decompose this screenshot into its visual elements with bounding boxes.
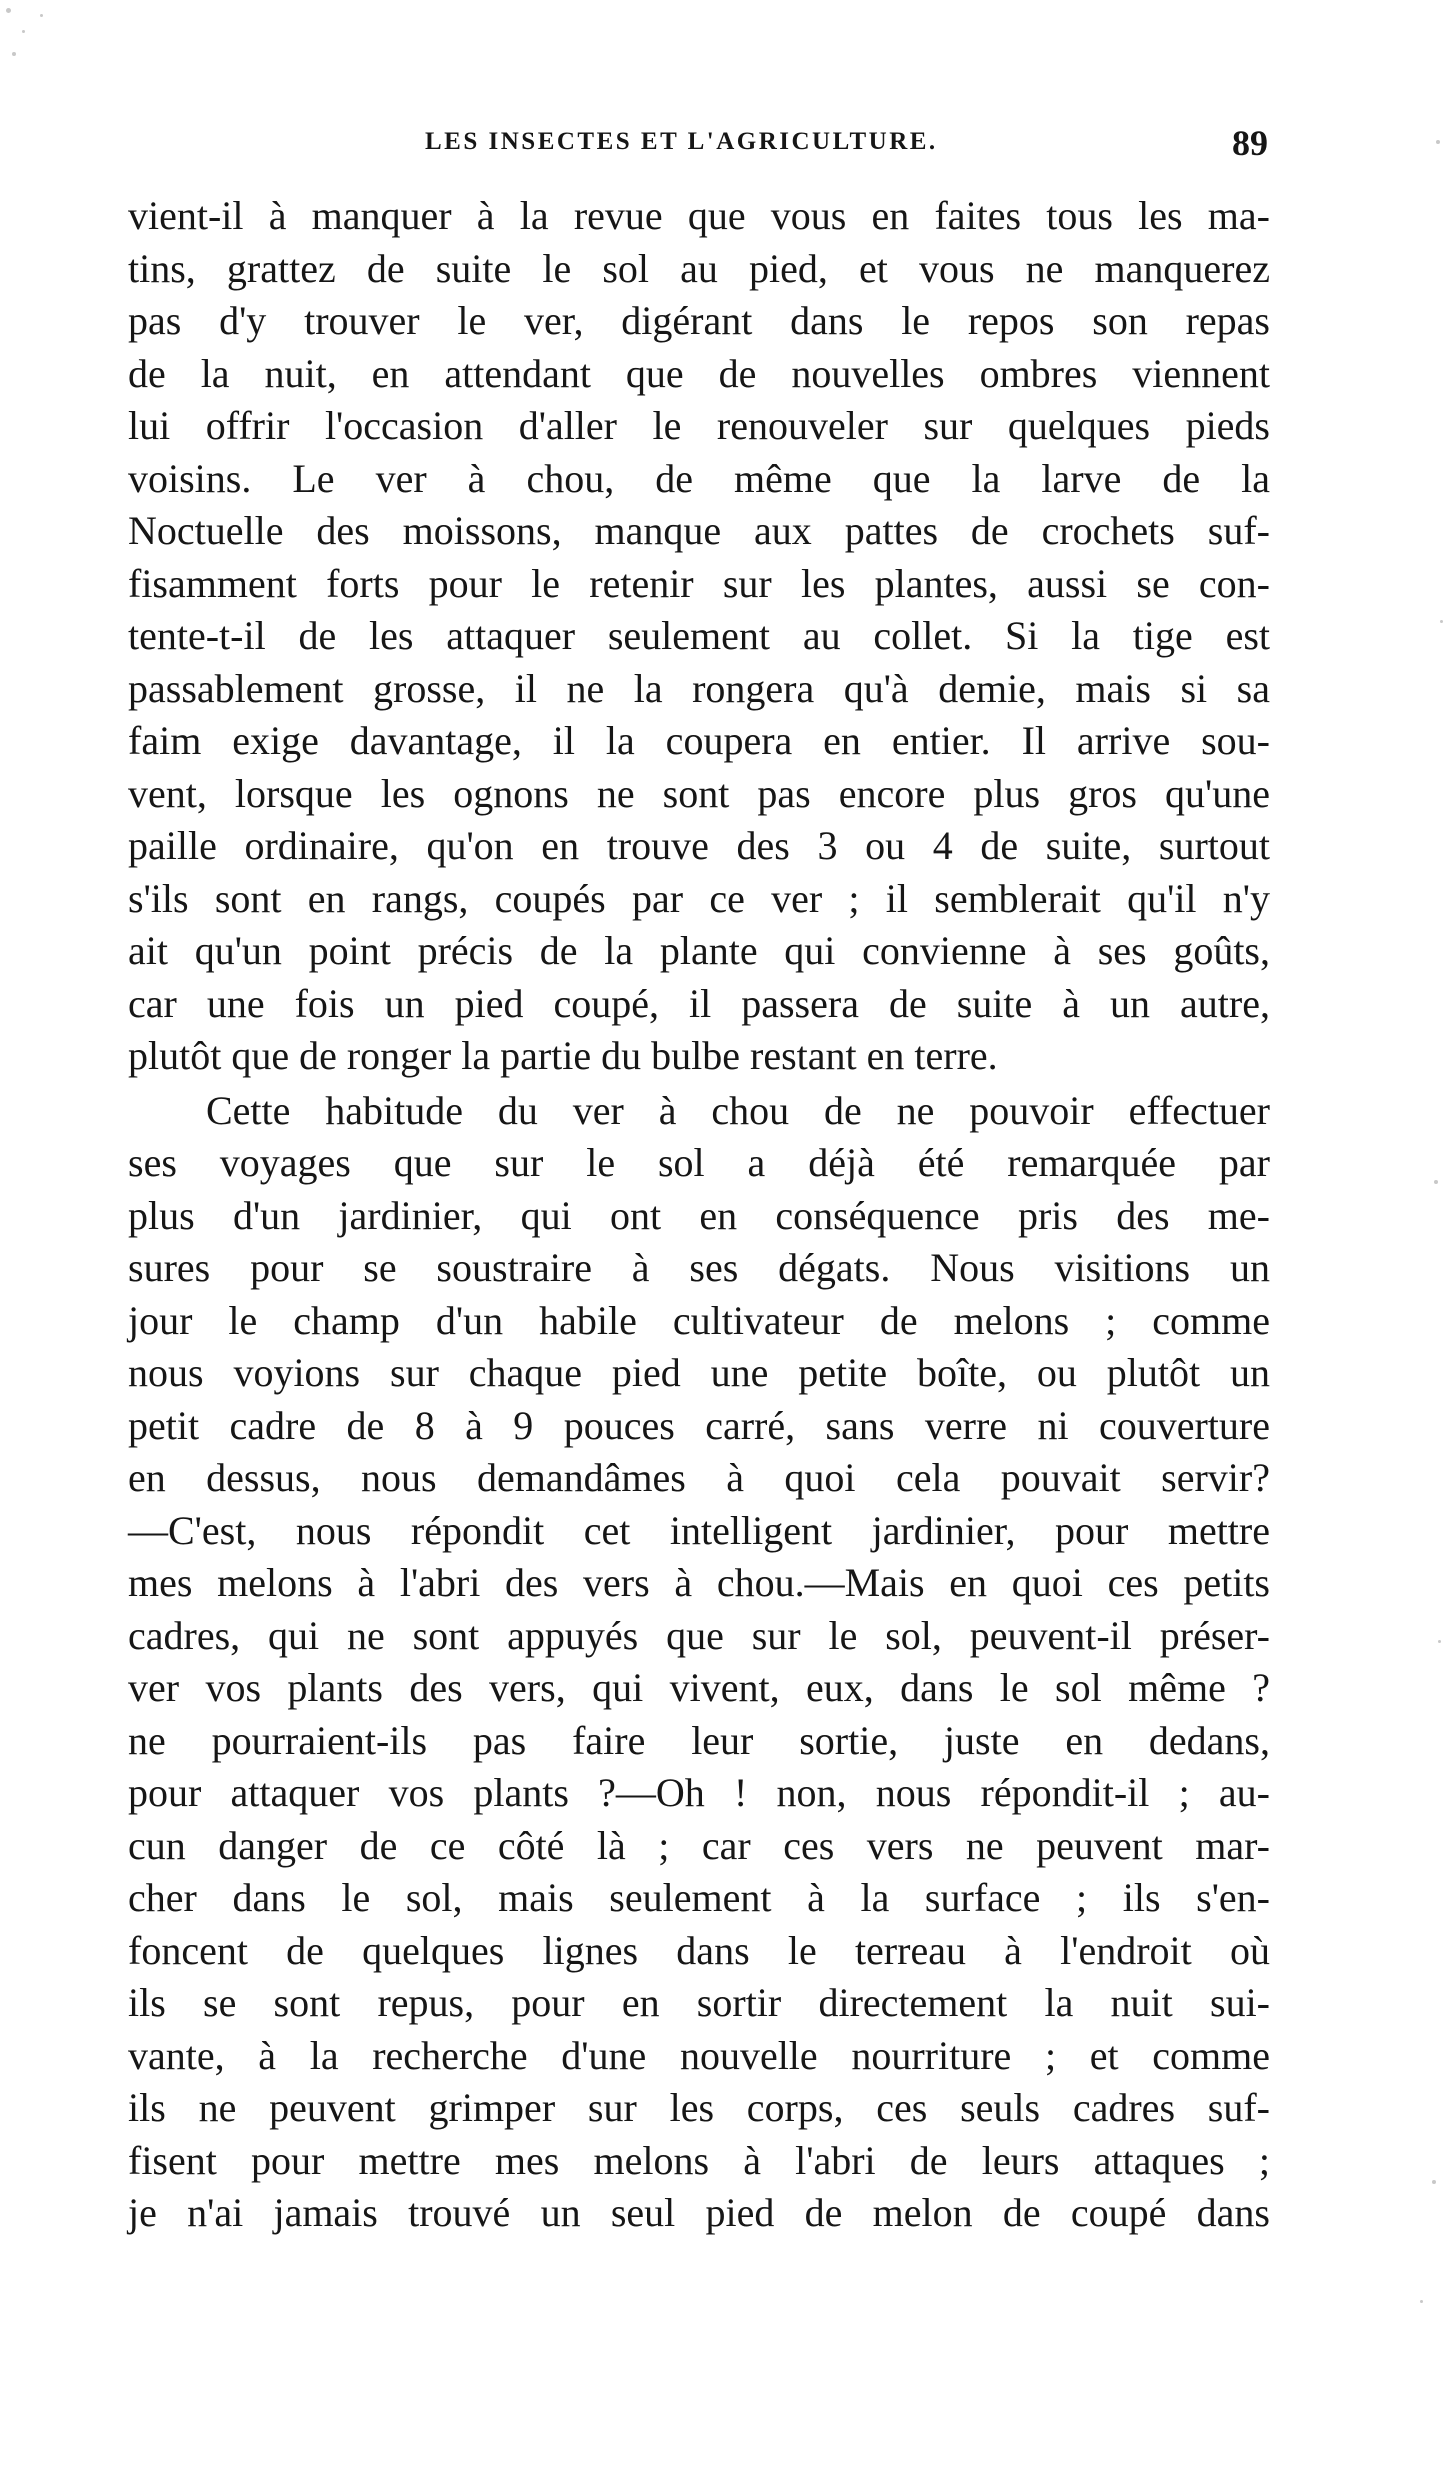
text-line: car une fois un pied coupé, il passera de suite à un autre,	[128, 980, 1270, 1026]
paragraph	[128, 190, 1270, 1083]
text-line: fisamment forts pour le retenir sur les plantes, aussi se con-	[128, 560, 1270, 606]
text-line: plus d'un jardinier, qui ont en conséquence pris des me-	[128, 1192, 1270, 1238]
text-line: tente-t-il de les attaquer seulement au collet. Si la tige est	[128, 613, 1270, 658]
text-line: fisent pour mettre mes melons à l'abri de leurs attaques ;	[128, 2137, 1270, 2183]
text-line: vent, lorsque les ognons ne sont pas encore plus gros qu'une	[128, 770, 1270, 816]
text-line: voisins. Le ver à chou, de même que la larve de la	[128, 455, 1270, 501]
text-line: tins, grattez de suite le sol au pied, et vous ne manquerez	[128, 245, 1270, 291]
body-text	[128, 190, 1270, 2240]
text-line: faim exige davantage, il la coupera en entier. Il arrive sou-	[128, 718, 1270, 763]
text-line: paille ordinaire, qu'on en trouve des 3 ou 4 de suite, surtout	[128, 823, 1270, 868]
page-number: 89	[1232, 123, 1268, 163]
text-line: cher dans le sol, mais seulement à la surface ; ils s'en-	[128, 1875, 1270, 1920]
text-line: petit cadre de 8 à 9 pouces carré, sans verre ni couverture	[128, 1402, 1270, 1448]
text-line: mes melons à l'abri des vers à chou.—Mais en quoi ces petits	[128, 1560, 1270, 1605]
text-line: foncent de quelques lignes dans le terreau à l'endroit où	[128, 1927, 1270, 1973]
text-line: cun danger de ce côté là ; car ces vers ne peuvent mar-	[128, 1822, 1270, 1868]
running-title: LES INSECTES ET L'AGRICULTURE.	[425, 128, 938, 155]
text-line: lui offrir l'occasion d'aller le renouveler sur quelques pieds	[128, 403, 1270, 448]
text-line: s'ils sont en rangs, coupés par ce ver ; il semblerait qu'il n'y	[128, 875, 1270, 921]
text-line: vient-il à manquer à la revue que vous en faites tous les ma-	[128, 193, 1270, 238]
scan-speck	[6, 8, 11, 13]
scan-speck	[1432, 2180, 1436, 2184]
text-line: pas d'y trouver le ver, digérant dans le repos son repas	[128, 298, 1270, 343]
text-line: je n'ai jamais trouvé un seul pied de melon de coupé dans	[128, 2190, 1270, 2235]
text-line: ne pourraient-ils pas faire leur sortie, juste en dedans,	[128, 1717, 1270, 1763]
text-line: passablement grosse, il ne la rongera qu'à demie, mais si sa	[128, 665, 1270, 711]
text-line: ses voyages que sur le sol a déjà été remarquée par	[128, 1140, 1270, 1185]
text-line: ils se sont repus, pour en sortir directement la nuit sui-	[128, 1980, 1270, 2025]
text-line: sures pour se soustraire à ses dégats. Nous visitions un	[128, 1245, 1270, 1290]
text-line: ver vos plants des vers, qui vivent, eux, dans le sol même ?	[128, 1665, 1270, 1710]
text-line: plutôt que de ronger la partie du bulbe restant en terre.	[128, 1033, 998, 1078]
text-line: cadres, qui ne sont appuyés que sur le sol, peuvent-il préser-	[128, 1612, 1270, 1658]
text-line: Cette habitude du ver à chou de ne pouvoir effectuer	[206, 1087, 1270, 1133]
text-line: Noctuelle des moissons, manque aux pattes de crochets suf-	[128, 508, 1270, 553]
text-line: —C'est, nous répondit cet intelligent jardinier, pour mettre	[128, 1507, 1270, 1553]
text-line: ils ne peuvent grimper sur les corps, ces seuls cadres suf-	[128, 2085, 1270, 2130]
paragraph	[128, 1085, 1270, 2240]
scan-speck	[22, 30, 25, 33]
scan-speck	[1440, 620, 1443, 623]
text-line: de la nuit, en attendant que de nouvelles ombres viennent	[128, 350, 1270, 396]
text-line: jour le champ d'un habile cultivateur de melons ; comme	[128, 1297, 1270, 1343]
scan-speck	[1434, 1180, 1438, 1184]
scan-speck	[1438, 1640, 1441, 1643]
text-line: nous voyions sur chaque pied une petite boîte, ou plutôt un	[128, 1350, 1270, 1395]
text-line: en dessus, nous demandâmes à quoi cela pouvait servir?	[128, 1455, 1270, 1500]
text-line: ait qu'un point précis de la plante qui convienne à ses goûts,	[128, 928, 1270, 973]
running-head	[0, 122, 1452, 172]
text-line: pour attaquer vos plants ?—Oh ! non, nous répondit-il ; au-	[128, 1770, 1270, 1815]
scan-speck	[40, 14, 43, 17]
scan-speck	[1420, 2300, 1423, 2303]
text-line: vante, à la recherche d'une nouvelle nourriture ; et comme	[128, 2032, 1270, 2078]
scan-speck	[12, 52, 16, 56]
